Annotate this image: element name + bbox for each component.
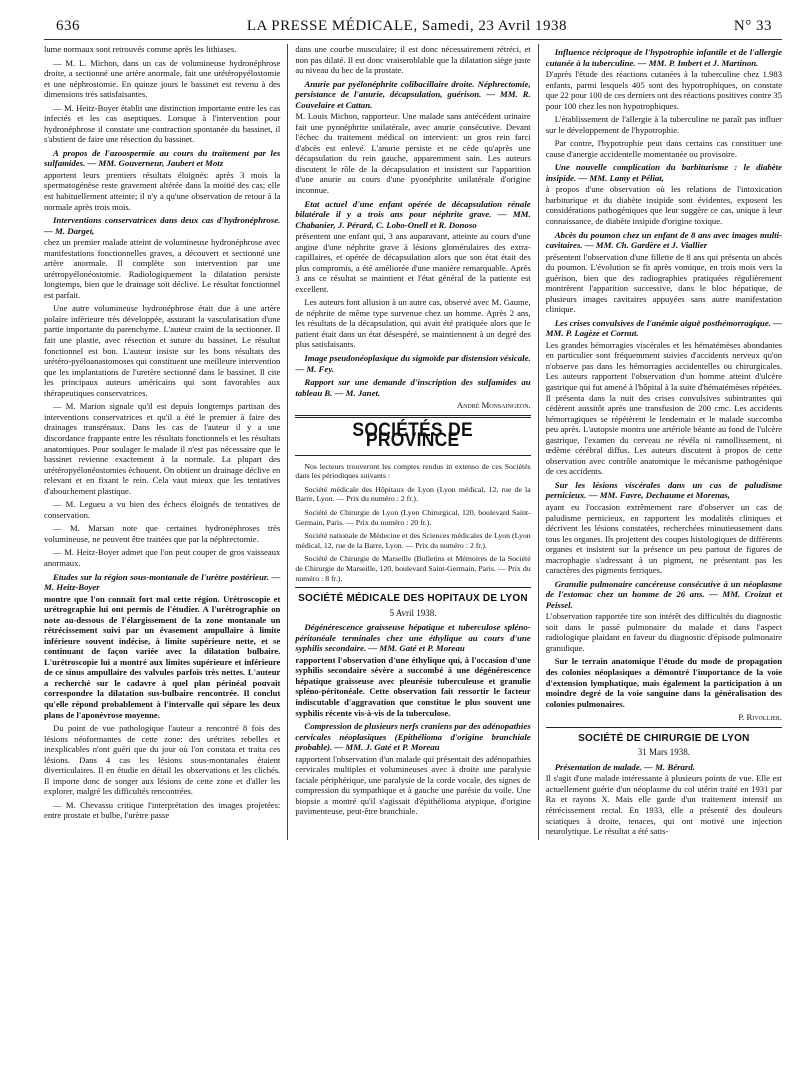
paragraph: — M. Heitz-Boyer admet que l'on peut couper de gros vaisseaux anormaux. [44,547,281,568]
paragraph: D'après l'étude des réactions cutanées à la tuberculine chez 1.983 enfants, parmi lesquels 405 sont des hypotrophiques, on constate que 22 pour 100 de ces derniers ont des réactions positives contre 35 pour 100 chez les non hypotrophiques. [545,69,783,111]
paragraph: apportent leurs premiers résultats éloignés: après 3 mois la spermatogénèse reste gravement altérée dans la moitié des cas; elle est habituellement atteinte; il n'y a qu'une observation de retour à la normale après trois mois. [44,169,281,212]
paragraph: — M. Chevassu critique l'interprétation des images projetées: entre prostate et bulbe, l'urètre passe [44,799,281,821]
divider [295,455,530,456]
page-header [44,10,782,40]
note-line: Société de Chirurgie de Lyon (Lyon Chirurgical, 120, boulevard Saint-Germain, Paris. — Prix du numéro : 20 fr.). [295,508,531,527]
column-3 [539,44,782,840]
paragraph: dans une courbe musculaire; il est donc nécessairement rétréci, et non pas dilaté. Il est donc vraisemblable que la dilatation siège juste au niveau du bec de la prostate. [295,44,531,76]
divider [546,727,782,728]
article-heading: Rapport sur une demande d'inscription des sulfamides au tableau B. — M. Janet. [295,377,531,398]
article-heading: Granulie pulmonaire cancéreuse consécutive à un néoplasme de l'estomac chez un homme de 26 ans. — MM. Croizat et Peissel. [545,578,783,610]
paragraph: Par contre, l'hypotrophie peut dans certains cas constituer une cause d'anergie accidentelle momentanée ou provisoire. [545,138,783,159]
paragraph: ayant eu l'occasion extrêmement rare d'observer un cas de paludisme pernicieux, en rapportent les modalités cliniques et décrivent les lésions constatées, recherchées minutieusement dans tous les organes. Ils projettent des coupes histologiques de différents organes et insistent sur la présence un peu partout de figures de macrophagie s'adressant à un pigment, ne présentant pas les caractères des pigments ferriques. [545,501,783,576]
paragraph: présentent une enfant qui, 3 ans auparavant, atteinte au cours d'une angine d'une néphrite grave à lésions glomérulaires des extra-capillaires, et opérée de décapsulation alors que son état était des plus compromis, a été améliorée d'une manière remarquable. Après 3 ans ce résultat se maintient et l'état général de la patiente est excellent. [295,231,531,294]
divider [295,587,530,588]
issue-number: N° 33 [733,18,772,34]
paragraph: — M. Marsan note que certaines hydronéphroses très volumineuse, ne peuvent être traitées que par la néphrectomie. [44,523,281,544]
paragraph: L'observation rapportée tire son intérêt des difficultés du diagnostic soit dans le passé pulmonaire du malade et dans l'aspect radiologique plaidant en faveur du diagnostic d'épisode pulmonaire granulique. [545,611,783,653]
paragraph: rapportent l'observation d'une éthylique qui, à l'occasion d'une syphilis secondaire sévère a succombé à une dégénérescence hépatique graisseuse avec pleurésie tuberculeuse et granulie spléno-péritonéale. Cette observation fait ressortir le facteur indiscutable d'aggravation que constitue le plus souvent une syphilis récente vis-à-vis de la tuberculose. [295,654,531,718]
paragraph: Sur le terrain anatomique l'étude du mode de propagation des colonies néoplasiques a démontré l'importance de la voie d'extension lymphatique, mais également la participation à un moindre degré de la voie sanguine dans la généralisation des colonies pulmonaires. [545,656,783,709]
article-heading: Compression de plusieurs nerfs craniens par des adénopathies cervicales néoplasiques (Epithélioma d'origine branchiale probable). — MM. J. Gaté et P. Moreau [295,721,531,753]
article-heading: Présentation de malade. — M. Bérard. [554,761,695,772]
article-heading: Etudes sur la région sous-montanale de l'urètre postérieur. — M. Heitz-Boyer [44,571,281,593]
author-signature: André Monsaingeon. [456,400,531,411]
page-number: 636 [56,18,80,34]
article-heading: Sur les lésions viscérales dans un cas de paludisme pernicieux. — MM. Favre, Dechaume et Morenas, [545,479,783,501]
paragraph: rapportent l'observation d'un malade qui présentait des adénopathies cervicales multiples et volumineuses avec à droite une paralysie faciale périphérique, une paralysie de la corde vocale, des signes de compression du sympathique et à gauche une parésie du voile. Une biopsie a montré qu'il s'agissait d'épithélioma atypique, d'origine pavimenteuse, peut-être branchiale. [295,753,531,817]
article-heading: Influence réciproque de l'hypotrophie infantile et de l'allergie cutanée à la tuberculine. — MM. P. Imbert et J. Martinon. [545,47,783,68]
society-title: SOCIÉTÉ MÉDICALE DES HOPITAUX DE LYON [298,593,528,605]
article-heading: Une nouvelle complication du barbiturisme : le diabète insipide. — MM. Lamy et Péliat, [545,162,783,183]
note-line: Société de Chirurgie de Marseille (Bulletins et Mémoires de la Société de Chirurgie de Marseille, 120, boulevard Saint-Germain, Paris. — Prix du numéro : 8 fr.). [295,554,531,583]
paragraph: Il s'agit d'une malade intéressante à plusieurs points de vue. Elle est actuellement guérie d'un néoplasme du col utérin traité en 1931 par Ra et rayons X. Mais elle garde d'un traitement intensif un rétrécissement rectal. En 1933, elle a présenté des douleurs sciatiques à droite, tenaces, qui ont motivé une injection neurolytique. Le résultat a été satis- [545,773,783,837]
article-heading: Dégénérescence graisseuse hépatique et tuberculose spléno-péritonéale terminales chez une éthylique au cours d'une syphilis secondaire. — MM. Gaté et P. Moreau [295,622,531,654]
article-heading: A propos de l'azoospermie au cours du traitement par les sulfamides. — MM. Gouverneur, Jaubert et Motz [44,147,281,169]
article-heading: Anurie par pyélonéphrite colibacillaire droite. Néphrectomie, persistance de l'anurie, décapsulation, guérison. — MM. R. Couvelaire et Cattan. [295,78,531,110]
paragraph: présentent l'observation d'une fillette de 8 ans qui présenta un abcès du poumon. L'évolution se fit après vomique, en trois mois vers la guérison, bien que des radiographies pratiquées régulièrement montrèrent l'apparition successive, dans le bloc hépatique, de plusieurs images cavitaires appuyées sans autre manifestation clinique. [545,251,783,315]
columns [44,44,782,840]
paragraph: Une autre volumineuse hydronéphrose était due à une artère polaire inférieure très développée, assurant la vascularisation d'une partie importante du parenchyme. L'auteur craint de la sectionner. Il fait une plastie, avec résection et suture du bassinet. Le résultat fonctionnel est bon. L'auteur insiste sur les bons résultats des urétéro-pyéloanastomoses qui constituent une meilleure intervention que les implantations de l'uretère sectionné dans le bassinet. Il cite les principaux auteurs américains qui sont favorables aux thérapeutiques conservatrices. [44,303,281,398]
paragraph: — M. L. Michon, dans un cas de volumineuse hydronéphrose droite, a sectionné une artère anormale, fait une urétéropyélostomie et une néphrostomie. En quinze jours le bassinet est revenu à des dimensions très satisfaisantes. [44,57,281,100]
note-line: Nos lecteurs trouveront les comptes rendus in extenso de ces Sociétés dans les périodiques suivants : [295,461,531,481]
paragraph: à propos d'une observation où les relations de l'intoxication barbiturique et du diabète insipide sont évidentes, exposent les considérations pathogéniques que leur suggère ce cas, unique à leur connaissance, de diabète insipide d'origine toxique. [545,184,783,227]
article-heading: Interventions conservatrices dans deux cas d'hydronéphrose. — M. Darget, [44,215,281,236]
session-date: 31 Mars 1938. [637,747,690,758]
paragraph: — M. Heitz-Boyer établit une distinction importante entre les cas infectés et les cas aseptiques. Lorsque à l'intervention pour hydronéphrose il constate une contraction spontanée du bassinet, il s'abstient de faire une résection du bassinet. [44,102,281,145]
author-signature: P. Rivollier. [738,712,783,723]
paragraph: — M. Marion signale qu'il est depuis longtemps partisan des interventions conservatrices et qu'il a été le premier à faire des drainages transrénaux. Dans les cas de l'auteur il y a une discordance frappante entre les résultats fonctionnels et les résultats anatomiques. Pour soulager le malade il n'est pas nécessaire que le bassinet revienne exactement à la normale. La plupart des urétéropyélonéostomies échouent. On obtient un drainage déclive en relevant et en fixant le rein. Cela vaut mieux que les tentatives d'abouchement plastique. [44,401,281,496]
society-title: SOCIÉTÉ DE CHIRURGIE DE LYON [578,732,750,744]
note-line: Société médicale des Hôpitaux de Lyon (Lyon médical, 12, rue de la Barre, Lyon. — Prix du numéro : 2 fr.). [295,484,531,504]
column-1 [44,44,287,840]
divider [295,415,530,418]
paragraph: Les grandes hémorragies viscérales et les hématémèses abondantes en particulier sont fréquemment suivies d'accidents nerveux qu'on n'observe pas dans les hémorragies accidentelles ou chirurgicales. Les auteurs rapportent l'observation d'un homme atteint d'ulcère gastrique qui fut amené à l'hôpital à la suite d'hématémèses répétées. Il présenta dans la nuit des crises convulsives subintrantes qui cédèrent aussitôt après une transfusion de 200 cmc. Les accidents hémorragiques se répétèrent le lendemain et le malade succomba peu après. L'autopsie montra une artériole béante au fond de l'ulcère gastrique, l'examen du cerveau ne révéla ni ramollissement, ni œdème cérébral diffus. Les auteurs discutent à propos de cette observation avec contrôle anatomique le mécanisme pathogénique de ces accidents. [545,339,783,477]
paragraph: — M. Legueu a vu bien des échecs éloignés de tentatives de conservation. [44,499,281,520]
journal-title: LA PRESSE MÉDICALE, Samedi, 23 Avril 1938 [246,18,568,34]
paragraph: L'établissement de l'allergie à la tuberculine ne paraît pas influer sur le développement de l'hypotrophie. [545,114,783,135]
column-2 [287,44,538,840]
article-heading: Abcès du poumon chez un enfant de 8 ans avec images multi-cavitaires. — MM. Ch. Gardère et J. Viallier [545,229,783,251]
paragraph: lume normaux sont retrouvés comme après les lithiases. [44,44,237,54]
paragraph: montre que l'on connaît fort mal cette région. Urétroscopie et urétrographie lui ont permis de l'étudier. A l'urétrographie on note au-dessous de l'élargissement de la zone montanale un rétrécissement suivi par un évasement ampullaire à limite inférieure souvent indécise, à limite supérieure nette, et se continuant de façon variée avec la dilatation bulbaire. L'urétroscopie lui a montré aux limites supérieure et inférieure de ce sinus ampullaire des valvules parfois très nettes. L'auteur a recherché sur le cadavre à quel plan périnéal pouvait correspondre la dilatation sus-bulbaire rencontrée. Il conclut qu'elle répond probablement à l'intervalle qui sépare les deux plans de l'aponévrose moyenne. [44,593,281,720]
paragraph: chez un premier malade atteint de volumineuse hydronéphrose avec manifestations fonctionnelles graves, a découvert et sectionné une artère anormale. Il complète son intervention par une urétropyélonéostomie. Radiologiquement la dilatation persiste longtemps, bien que le drainage soit déclive. Le résultat fonctionnel est parfait. [44,237,281,300]
periodicals-note [295,462,530,584]
article-heading: Image pseudonéoplasique du sigmoïde par distension vésicale. — M. Fey. [295,353,531,374]
paragraph: Du point de vue pathologique l'auteur a rencontré 8 fois des lésions néoformantes de cette zone: des urétrites rebelles et inexplicables n'ont guéri que du jour où l'on constata et traita ces lésions. Dans 4 cas les lésions sous-montanales étaient diverticulaires. Il en étudie en détail les observations et les clichés. Il importe donc de songer aux lésions de cette zone et d'aller les explorer, malgré les difficultés rencontrées. [44,723,281,797]
article-heading: Etat actuel d'une enfant opérée de décapsulation rénale bilatérale il y a trois ans pour néphrite grave. — MM. Chabanier, J. Pérard, C. Lobo-Onell et R. Donoso [295,198,531,230]
note-line: Société nationale de Médecine et des Sciences médicales de Lyon (Lyon médical, 12, rue de la Barre, Lyon. — Prix du numéro : 2 fr.). [295,531,531,550]
paragraph: M. Louis Michon, rapporteur. Une malade sans antécédent urinaire fait une pyonéphrite unilatérale, avec anurie consécutive. Devant l'échec du traitement médical on intervient: un gros rein farci d'abcès est enlevé. L'anurie persiste et ne cède qu'après une décapsulation du rein gauche, apparemment sain. Les auteurs discutent le rôle de la décapsulation et insistent sur l'apparition d'une anurie au cours d'une pyonéphrite unilatérale d'origine inconnue. [295,111,531,195]
paragraph: Les auteurs font allusion à un autre cas, observé avec M. Gaume, de néphrite de même type survenue chez un homme. Après 2 ans, les résultats de la décapsulation, qui avait été pratiquée alors que le patient était dans un état désespéré, se maintiennent à un degré des plus satisfaisants. [295,297,531,350]
session-date: 5 Avril 1938. [389,607,437,618]
article-heading: Les crises convulsives de l'anémie aiguë posthémorragique. — MM. P. Lagèze et Cornut. [545,317,783,339]
section-title: SOCIÉTÉS DE PROVINCE [352,419,474,452]
